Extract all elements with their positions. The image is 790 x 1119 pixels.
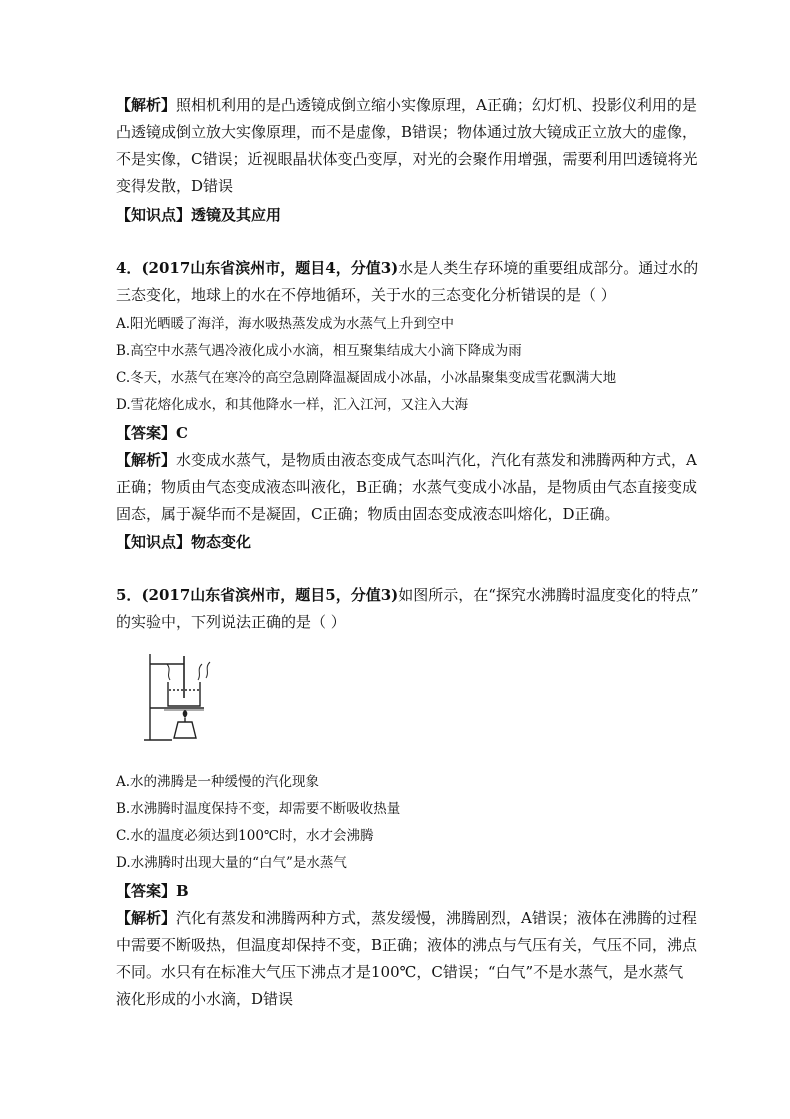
steam-wisp-far-right <box>206 662 210 678</box>
q5-option-b: B.水沸腾时温度保持不变，却需要不断吸收热量 <box>116 801 401 817</box>
q5-analysis-line-3: 不同。水只有在标准大气压下沸点才是100℃，C错误；“白气”不是水蒸气，是水蒸气 <box>116 963 684 981</box>
q4-source: (2017山东省滨州市，题目4，分值3) <box>141 259 399 277</box>
q5-option-a: A.水的沸腾是一种缓慢的汽化现象 <box>116 774 320 790</box>
analysis-tag: 【解析】 <box>116 909 177 927</box>
q3-analysis-line-3: 不是实像，C错误；近视眼晶状体变凸变厚，对光的会聚作用增强，需要利用凹透镜将光 <box>116 150 698 168</box>
analysis-tag: 【解析】 <box>116 451 177 469</box>
q4-option-c: C.冬天，水蒸气在寒冷的高空急剧降温凝固成小冰晶，小冰晶聚集变成雪花飘满大地 <box>116 370 617 386</box>
q5-answer: 【答案】B <box>116 882 189 900</box>
q3-analysis-line-1: 【解析】照相机利用的是凸透镜成倒立缩小实像原理，A正确；幻灯机、投影仪利用的是 <box>116 96 697 114</box>
q3-knowledge-point: 【知识点】透镜及其应用 <box>116 206 282 224</box>
q4-analysis-line-1: 【解析】水变成水蒸气，是物质由液态变成气态叫汽化，汽化有蒸发和沸腾两种方式，A <box>116 451 697 469</box>
q4-option-a: A.阳光晒暖了海洋，海水吸热蒸发成为水蒸气上升到空中 <box>116 316 455 332</box>
q4-option-b: B.高空中水蒸气遇冷液化成小水滴，相互聚集结成大小滴下降成为雨 <box>116 343 522 359</box>
q5-analysis-line-1: 【解析】汽化有蒸发和沸腾两种方式，蒸发缓慢，沸腾剧烈，A错误；液体在沸腾的过程 <box>116 909 697 927</box>
q5-analysis-line-4: 液化形成的小水滴，D错误 <box>116 990 294 1008</box>
steam-wisp-left <box>167 664 170 680</box>
q5-option-d: D.水沸腾时出现大量的“白气”是水蒸气 <box>116 855 347 871</box>
q5-source: (2017山东省滨州市，题目5，分值3) <box>141 586 399 604</box>
q3-analysis-line-2: 凸透镜成倒立放大实像原理，而不是虚像，B错误；物体通过放大镜成正立放大的虚像， <box>116 123 698 141</box>
q3-analysis-line-4: 变得发散，D错误 <box>116 177 234 195</box>
alcohol-lamp <box>174 722 196 738</box>
q4-option-d: D.雪花熔化成水，和其他降水一样，汇入江河，又注入大海 <box>116 397 469 413</box>
q5-stem-line-1: 5．(2017山东省滨州市，题目5，分值3)如图所示，在“探究水沸腾时温度变化的特点” <box>116 586 699 604</box>
boiling-apparatus-figure <box>140 652 220 744</box>
q5-number: 5． <box>116 586 142 604</box>
q5-stem-line-2: 的实验中，下列说法正确的是（ ） <box>116 613 346 631</box>
q4-knowledge-point: 【知识点】物态变化 <box>116 533 252 551</box>
flame-icon <box>183 710 188 718</box>
q5-analysis-line-2: 中需要不断吸热，但温度却保持不变，B正确；液体的沸点与气压有关，气压不同，沸点 <box>116 936 698 954</box>
q4-answer: 【答案】C <box>116 424 188 442</box>
analysis-tag: 【解析】 <box>116 96 177 114</box>
q4-number: 4． <box>116 259 142 277</box>
q5-option-c: C.水的温度必须达到100℃时，水才会沸腾 <box>116 828 374 844</box>
q4-stem-line-2: 三态变化，地球上的水在不停地循环，关于水的三态变化分析错误的是（ ） <box>116 286 616 304</box>
q4-analysis-line-3: 固态，属于凝华而不是凝固，C正确；物质由固态变成液态叫熔化，D正确。 <box>116 505 620 523</box>
q4-analysis-line-2: 正确；物质由气态变成液态叫液化，B正确；水蒸气变成小冰晶，是物质由气态直接变成 <box>116 478 698 496</box>
steam-wisp-right <box>198 664 202 680</box>
q4-stem-line-1: 4．(2017山东省滨州市，题目4，分值3)水是人类生存环境的重要组成部分。通过水的 <box>116 259 699 277</box>
